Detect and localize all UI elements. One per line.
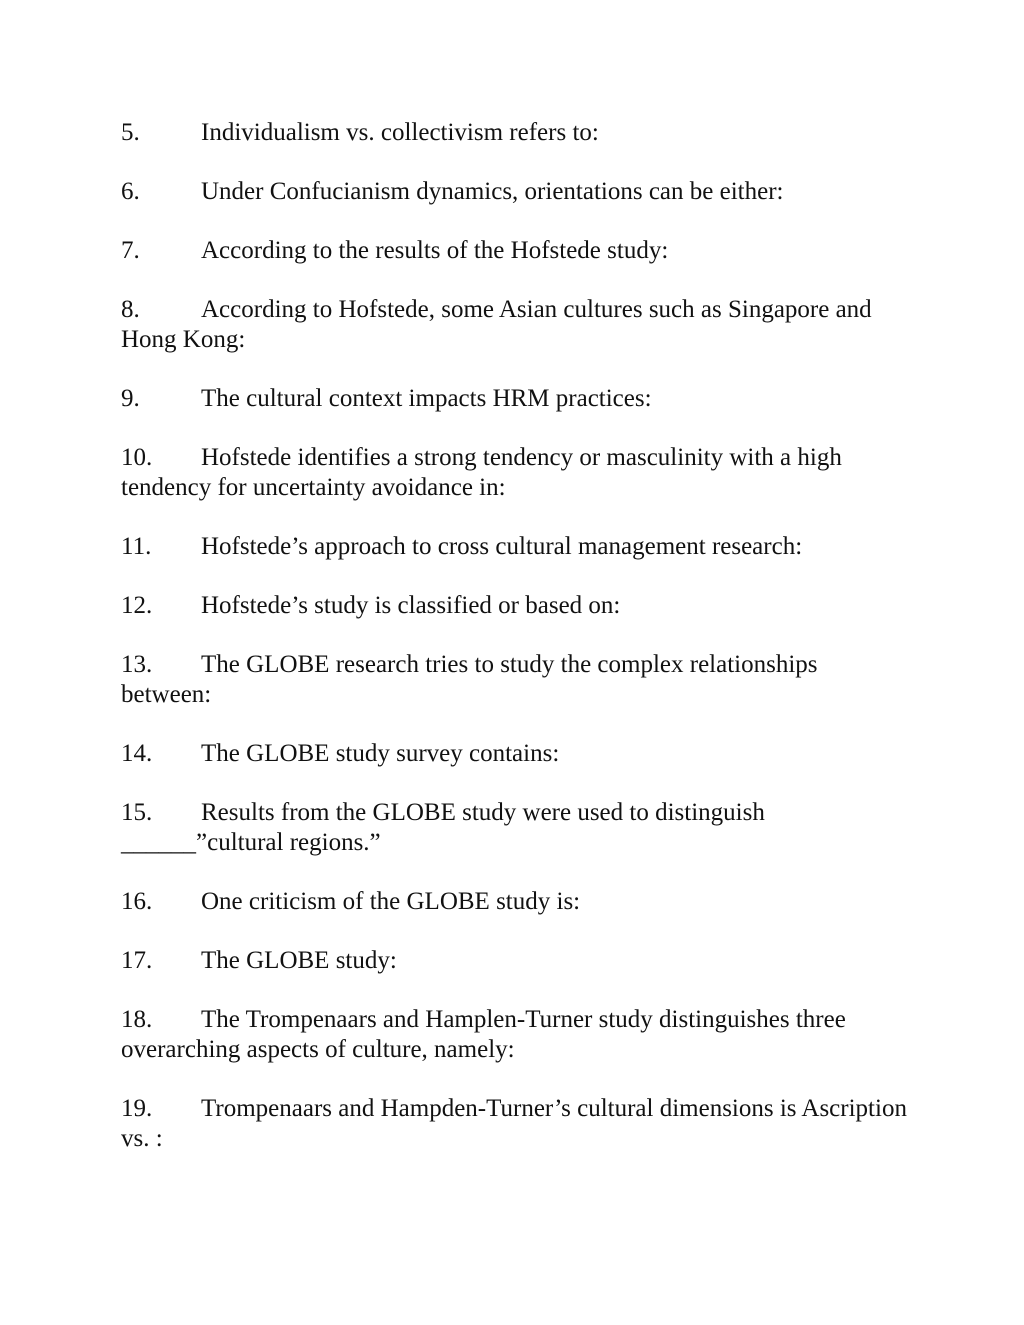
question-number: 15. — [121, 799, 153, 826]
question-text: According to Hofstede, some Asian cultures such as Singapore and Hong Kong: — [121, 296, 872, 353]
question-item — [121, 798, 911, 858]
question-number: 5. — [121, 119, 140, 146]
question-text: According to the results of the Hofstede study: — [201, 237, 669, 264]
question-text: The GLOBE study: — [201, 947, 397, 974]
question-number: 13. — [121, 651, 153, 678]
question-number: 7. — [121, 237, 140, 264]
question-number: 16. — [121, 888, 153, 915]
question-number: 9. — [121, 385, 140, 412]
question-number: 19. — [121, 1095, 153, 1122]
question-text: Hofstede’s approach to cross cultural management research: — [201, 533, 803, 560]
question-number: 6. — [121, 178, 140, 205]
question-text: The GLOBE research tries to study the complex relationships between: — [121, 651, 818, 708]
question-text: The cultural context impacts HRM practices: — [201, 385, 652, 412]
question-item — [121, 384, 911, 414]
question-item — [121, 443, 911, 503]
question-item — [121, 295, 911, 355]
question-item — [121, 236, 911, 266]
question-item — [121, 739, 911, 769]
question-item — [121, 1094, 911, 1154]
question-text: Individualism vs. collectivism refers to: — [201, 119, 599, 146]
question-item — [121, 946, 911, 976]
question-number: 18. — [121, 1006, 153, 1033]
question-text: One criticism of the GLOBE study is: — [201, 888, 581, 915]
question-item — [121, 650, 911, 710]
question-item — [121, 887, 911, 917]
question-number: 14. — [121, 740, 153, 767]
question-item — [121, 591, 911, 621]
question-item — [121, 118, 911, 148]
question-text: The GLOBE study survey contains: — [201, 740, 560, 767]
question-text: The Trompenaars and Hamplen-Turner study distinguishes three overarching aspects of culture, namely: — [121, 1006, 846, 1063]
question-item — [121, 532, 911, 562]
question-text: Results from the GLOBE study were used to distinguish ______”cultural regions.” — [121, 799, 765, 856]
question-text: Trompenaars and Hampden-Turner’s cultural dimensions is Ascription vs. : — [121, 1095, 907, 1152]
question-item — [121, 177, 911, 207]
question-list — [121, 118, 911, 1183]
question-text: Hofstede’s study is classified or based on: — [201, 592, 621, 619]
question-text: Hofstede identifies a strong tendency or masculinity with a high tendency for uncertainty avoidance in: — [121, 444, 842, 501]
question-number: 12. — [121, 592, 153, 619]
question-item — [121, 1005, 911, 1065]
question-number: 10. — [121, 444, 153, 471]
question-number: 11. — [121, 533, 152, 560]
question-number: 8. — [121, 296, 140, 323]
question-text: Under Confucianism dynamics, orientations can be either: — [201, 178, 784, 205]
question-number: 17. — [121, 947, 153, 974]
